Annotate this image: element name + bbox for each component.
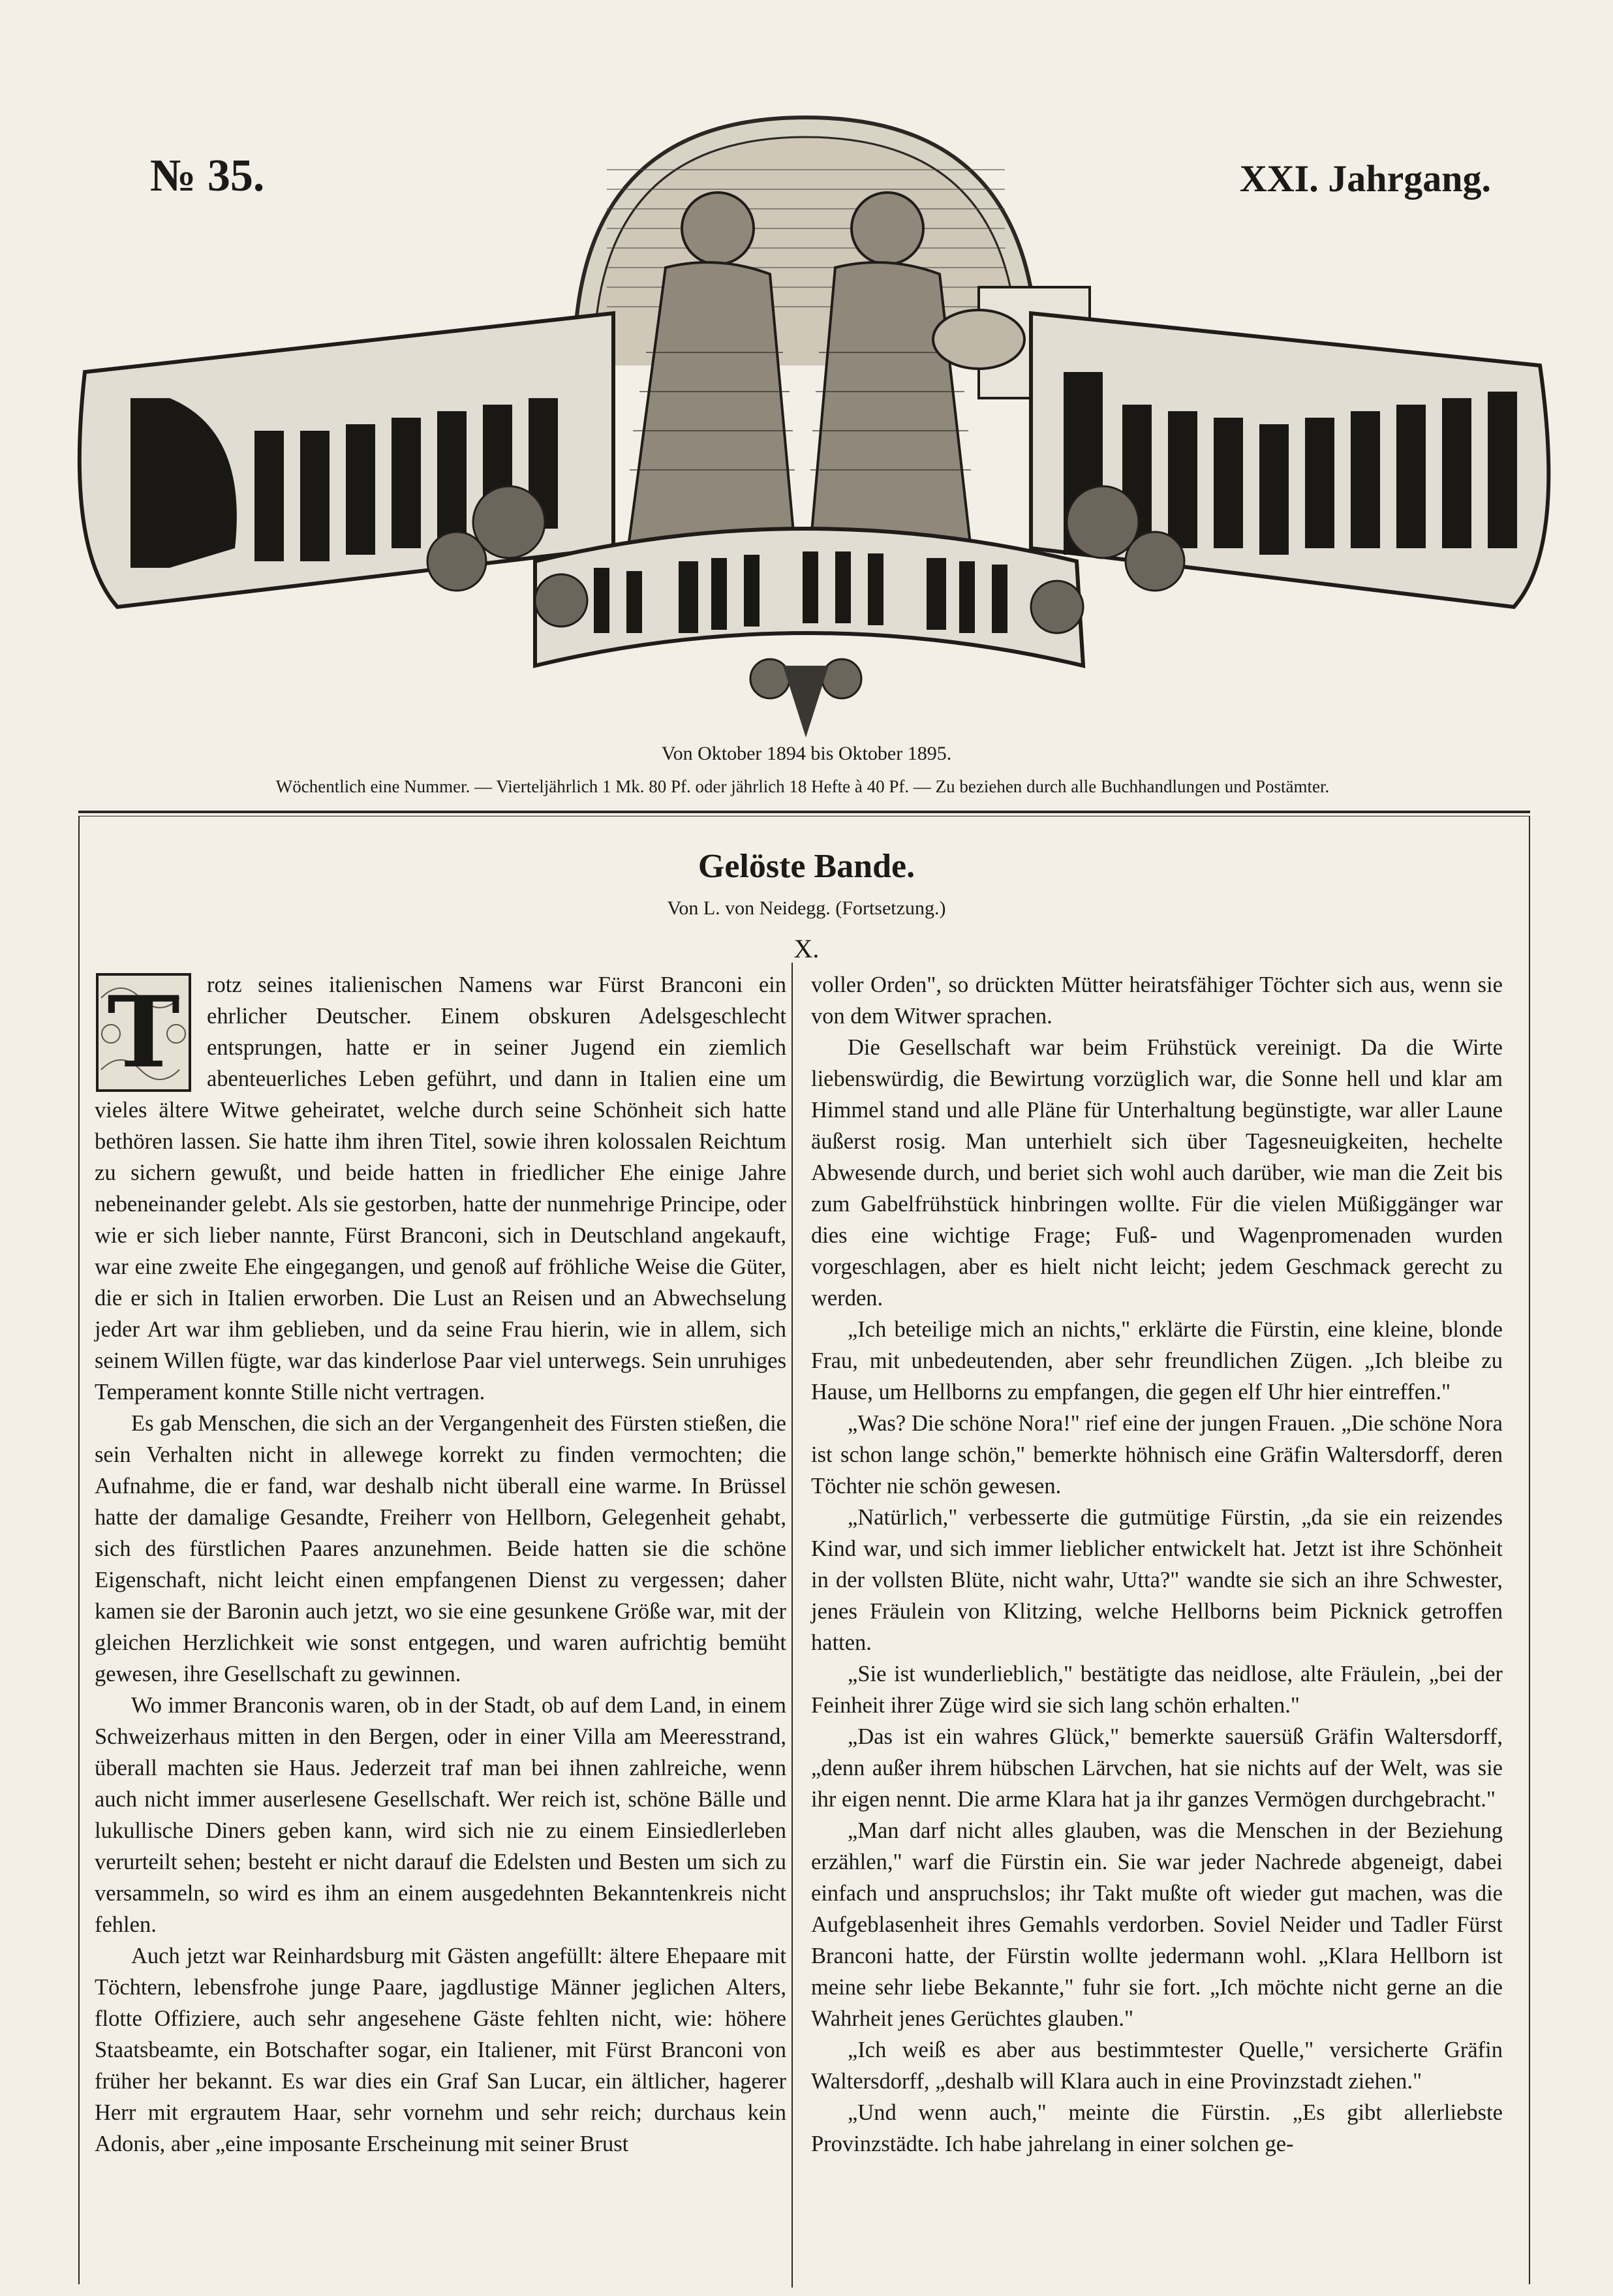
drop-cap (95, 972, 192, 1093)
paragraph: „Man darf nicht alles glauben, was die Menschen in der Beziehung erzählen," warf die Fürstin ein. Sie war jeder Nachrede abgeneigt, dabei einfach und anspruchslos; ihr Takt mußte oft wieder gut machen, was die Aufgeblasenheit ihres Gemahls verdorben. Soviel Neider und Tadler Fürst Branconi hatte, der Fürstin wollte jedermann wohl. „Klara Hellborn ist meine sehr liebe Bekannte," fuhr sie fort. „Ich möchte nicht gerne an die Wahrheit jenes Gerüchtes glauben." (811, 1818, 1503, 2031)
drop-cap-letter: T (107, 975, 180, 1090)
article-column-left (95, 969, 786, 2160)
paragraph: „Natürlich," verbesserte die gutmütige Fürstin, „da sie ein reizendes Kind war, und sich immer lieblicher entwickelt hat. Jetzt ist ihre Schönheit in der vollsten Blüte, nicht wahr, Utta?" wandte sie sich an ihre Schwester, jenes Fräulein von Klitzing, welche Hellborns beim Picknick getroffen hatten. (811, 1505, 1503, 1655)
masthead (39, 91, 1573, 744)
column-divider (791, 963, 793, 2288)
paragraph: „Und wenn auch," meinte die Fürstin. „Es gibt allerliebste Provinzstädte. Ich habe jahrelang in einer solchen ge- (811, 2100, 1503, 2156)
paragraph: voller Orden", so drückten Mütter heiratsfähiger Töchter sich aus, wenn sie von dem Witwer sprachen. (811, 972, 1503, 1029)
paragraph: Auch jetzt war Reinhardsburg mit Gästen angefüllt: ältere Ehepaare mit Töchtern, lebensfrohe junge Paare, jagdlustige Männer jeglichen Alters, flotte Offiziere, auch sehr angesehene Gäste fehlten nicht, wie: höhere Staatsbeamte, ein Botschafter sogar, ein Italiener, mit Fürst Branconi von früher her bekannt. Es war dies ein Graf San Lucar, ein ältlicher, hagerer Herr mit ergrautem Haar, sehr vornehm und sehr reich; durchaus kein Adonis, aber „eine imposante Erscheinung mit seiner Brust (95, 1944, 786, 2156)
paragraph: „Ich beteilige mich an nichts," erklärte die Fürstin, eine kleine, blonde Frau, mit unbedeutenden, aber sehr freundlichen Zügen. „Ich bleibe zu Hause, um Hellborns zu empfangen, die gegen elf Uhr hier eintreffen." (811, 1317, 1503, 1404)
header-rule (78, 811, 1530, 813)
paragraph: Die Gesellschaft war beim Frühstück vereinigt. Da die Wirte liebenswürdig, die Bewirtung vorzüglich war, die Sonne hell und klar am Himmel stand und alle Pläne für Unterhaltung begünstigte, war aller Laune äußerst rosig. Man unterhielt sich über Tagesneuigkeiten, hechelte Abwesende durch, und beriet sich wohl auch darüber, wie man die Zeit bis zum Gabelfrühstück hinbringen wollte. Für die vielen Müßiggänger war dies eine wichtige Frage; Fuß- und Wagenpromenaden wurden vorgeschlagen, aber es hielt nicht leicht; jedem Geschmack gerecht zu werden. (811, 1035, 1503, 1311)
subscription-info: Wöchentlich eine Nummer. — Vierteljährlich 1 Mk. 80 Pf. oder jährlich 18 Hefte à 40 Pf. — Zu beziehen durch alle Buchhandlungen und Postämter. (275, 777, 1330, 796)
paragraph: „Was? Die schöne Nora!" rief eine der jungen Frauen. „Die schöne Nora ist schon lange schön," bemerkte höhnisch eine Gräfin Waltersdorff, deren Töchter nie schön gewesen. (811, 1411, 1503, 1498)
page-border-right (1529, 816, 1530, 2284)
paragraph: Wo immer Branconis waren, ob in der Stadt, ob auf dem Land, in einem Schweizerhaus mitten in den Bergen, oder in einer Villa am Meeresstrand, überall machten sie Haus. Jederzeit traf man bei ihnen zahlreiche, wenn auch nicht immer auserlesene Gesellschaft. Wer reich ist, schöne Bälle und lukullische Diners geben kann, wird sich nie zu einem Einsiedlerleben verurteilt sehen; besteht er nicht darauf die Edelsten und Besten um sich zu versammeln, so wird es ihm an einem ausgedehnten Bekanntenkreis nicht fehlen. (95, 1693, 786, 1937)
paragraph: „Sie ist wunderlieblich," bestätigte das neidlose, alte Fräulein, „bei der Feinheit ihrer Züge wird sie sich lang schön erhalten." (811, 1662, 1503, 1718)
paragraph: Es gab Menschen, die sich an der Vergangenheit des Fürsten stießen, die sein Verhalten nicht in allewege korrekt zu finden vermochten; die Aufnahme, die er fand, war deshalb nicht überall eine warme. In Brüssel hatte der damalige Gesandte, Freiherr von Hellborn, Gelegenheit gehabt, sich des fürstlichen Paares anzunehmen. Beide hatten sie die schöne Eigenschaft, nicht leicht einen empfangenen Dienst zu vergessen; daher kamen sie der Baronin auch jetzt, wo sie eine gesunkene Größe war, mit der gleichen Herzlichkeit wie sonst entgegen, und waren aufrichtig bemüht gewesen, ihre Gesellschaft zu gewinnen. (95, 1411, 786, 1686)
page-border-left (78, 816, 80, 2284)
paragraph: rotz seines italienischen Namens war Fürst Branconi ein ehrlicher Deutscher. Einem obskuren Adelsgeschlecht entsprungen, hatte er in seiner Jugend ein ziemlich abenteuerliches Leben geführt, und dann in Italien eine um vieles ältere Witwe geheiratet, welche durch seine Schönheit sich hatte bethören lassen. Sie hatte ihm ihren Titel, sowie ihren kolossalen Reichtum zu sichern gewußt, und beide hatten in friedlicher Ehe einige Jahre nebeneinander gelebt. Als sie gestorben, hatte der nunmehrige Principe, oder wie er sich lieber nannte, Fürst Branconi, sich in Deutschland angekauft, war eine zweite Ehe eingegangen, und genoß auf fröhliche Weise die Güter, die er sich in Italien erworben. Die Lust an Reisen und an Abwechselung jeder Art war ihm geblieben, und da seine Frau hierin, wie in allem, sich seinem Willen fügte, war das kinderlose Paar viel unterwegs. Sein unruhiges Temperament konnte Stille nicht vertragen. (95, 972, 786, 1404)
article-byline: Von L. von Neidegg. (Fortsetzung.) (667, 897, 946, 919)
publication-period: Von Oktober 1894 bis Oktober 1895. (661, 743, 952, 764)
paragraph: „Das ist ein wahres Glück," bemerkte sauersüß Gräfin Waltersdorff, „denn außer ihrem hübschen Lärvchen, hat sie nichts auf der Welt, was sie ihr eigen nennt. Die arme Klara hat ja ihr ganzes Vermögen durchgebracht." (811, 1724, 1503, 1812)
issue-number: № 35. (150, 151, 265, 201)
chapter-number: X. (793, 934, 820, 963)
volume-label: XXI. Jahrgang. (1239, 157, 1491, 200)
article-column-right (811, 969, 1503, 2160)
article-title: Gelöste Bande. (698, 848, 915, 885)
paragraph: „Ich weiß es aber aus bestimmtester Quelle," versicherte Gräfin Waltersdorff, „deshalb will Klara auch in eine Provinzstadt ziehen." (811, 2038, 1503, 2094)
